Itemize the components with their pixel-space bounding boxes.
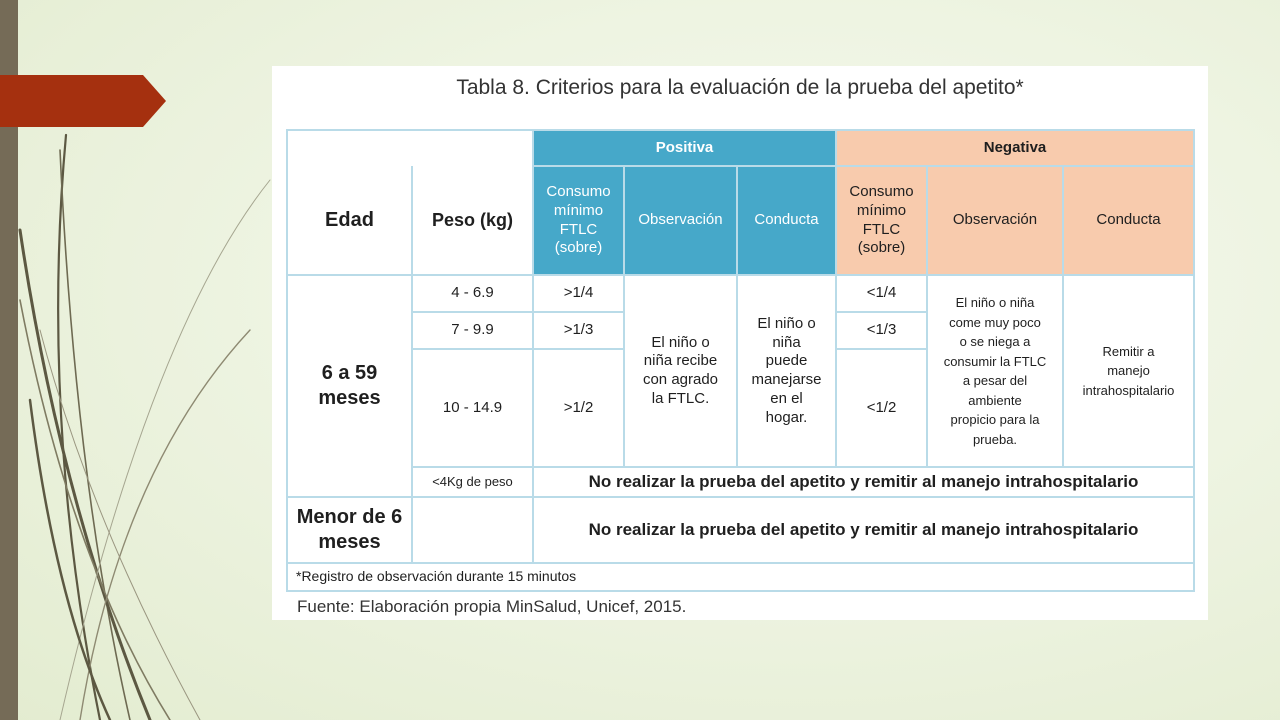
negative-min-consumption-header [836,166,927,275]
no-test-note: No realizar la prueba del apetito y remitir al manejo intrahospitalario [533,467,1194,497]
negative-conduct-header: Conducta [1063,166,1194,275]
text-line: a pesar del [962,373,1028,388]
header-line: Consumo [546,183,611,200]
text-line: Remitir a [1102,343,1155,359]
source-caption: Fuente: Elaboración propia MinSalud, Unicef, 2015. [297,597,687,616]
text-line: hogar. [765,408,808,426]
negative-conduct-cell [1063,275,1194,467]
positive-min-consumption-header [533,166,624,275]
no-test-note: No realizar la prueba del apetito y remitir al manejo intrahospitalario [533,497,1194,563]
table-image-card [272,66,1208,620]
header-line: Consumo [849,183,914,200]
text-line: manejarse [751,371,822,388]
header-blank-cell [287,130,533,166]
header-line: mínimo [856,201,907,219]
age-line: 6 a 59 [321,362,378,384]
text-line: El niño o [757,314,816,332]
table-footnote: *Registro de observación durante 15 minutos [287,563,1194,591]
text-line: intrahospitalario [1082,382,1175,398]
negative-min-cell: <1/2 [836,349,927,467]
positive-min-cell: >1/3 [533,312,624,349]
positive-conduct-header: Conducta [737,166,836,275]
weight-cell: 10 - 14.9 [412,349,533,467]
text-line: niña recibe [643,352,718,370]
text-line: niña [772,333,801,351]
text-line: come muy poco [949,314,1041,330]
text-line: la FTLC. [651,389,710,407]
text-line: o se niega a [959,334,1031,349]
text-line: ambiente [968,392,1022,408]
age-line: meses [318,387,381,409]
weight-cell: 7 - 9.9 [412,312,533,349]
text-line: El niño o niña [955,295,1035,310]
negative-group-header: Negativa [836,130,1194,166]
text-line: manejo [1107,363,1150,379]
criteria-table [286,129,1195,592]
negative-observation-header: Observación [927,166,1063,275]
positive-conduct-cell [737,275,836,467]
age-line: Menor de 6 [296,506,403,528]
negative-min-cell: <1/3 [836,312,927,349]
header-line: (sobre) [554,239,603,257]
negative-min-cell: <1/4 [836,275,927,312]
positive-group-header: Positiva [533,130,836,166]
header-line: FTLC [559,220,598,238]
age-column-header: Edad [287,166,412,275]
red-arrow-decoration [0,75,166,127]
header-line: (sobre) [857,239,906,257]
text-line: en el [770,389,803,407]
age-group-under-6-months [287,497,412,563]
text-line: propicio para la [950,412,1040,427]
header-line: FTLC [862,220,901,238]
text-line: prueba. [972,431,1018,447]
negative-observation-cell [927,275,1063,467]
text-line: puede [765,352,808,370]
age-group-6-59-months [287,275,412,497]
table-title: Tabla 8. Criterios para la evaluación de la prueba del apetito* [456,76,1024,99]
positive-observation-cell [624,275,737,467]
positive-observation-header: Observación [624,166,737,275]
header-line: mínimo [553,201,604,219]
text-line: con agrado [642,371,719,388]
positive-min-cell: >1/4 [533,275,624,312]
age-line: meses [318,531,381,553]
positive-min-cell: >1/2 [533,349,624,467]
text-line: El niño o [651,333,710,351]
under-4kg-label: <4Kg de peso [412,467,533,497]
empty-weight-cell [412,497,533,563]
text-line: consumir la FTLC [943,353,1047,369]
weight-column-header: Peso (kg) [412,166,533,275]
weight-cell: 4 - 6.9 [412,275,533,312]
